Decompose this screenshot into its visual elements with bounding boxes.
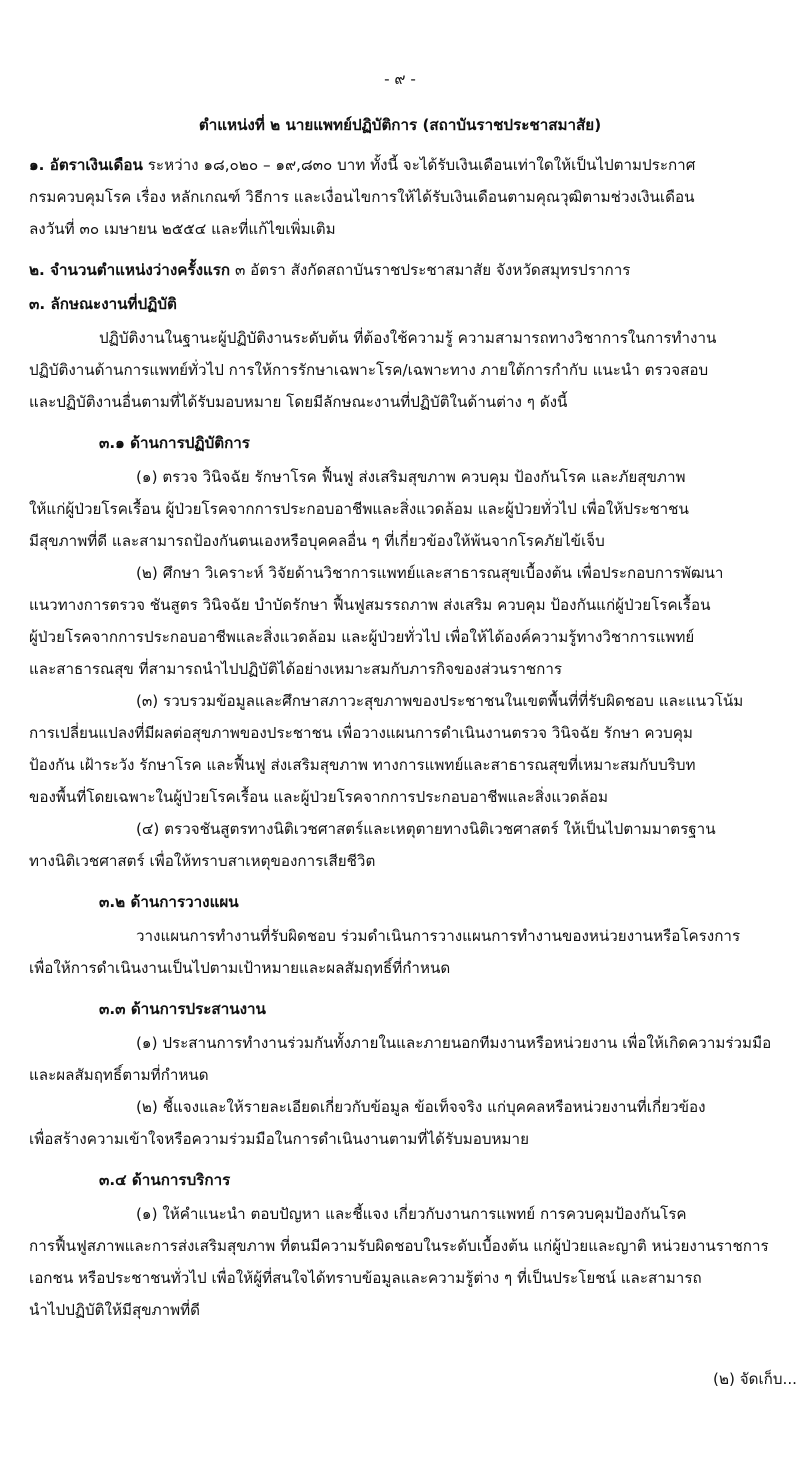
- section-3-3-item-line: และผลสัมฤทธิ์ตามที่กำหนด: [29, 1066, 209, 1084]
- section-3-1-item-line: การเปลี่ยนแปลงที่มีผลต่อสุขภาพของประชาชน เพื่อวางแผนการดำเนินงานตรวจ วินิจฉัย รักษา ควบคุม: [29, 724, 693, 742]
- duties-heading: ๓. ลักษณะงานที่ปฏิบัติ: [29, 295, 177, 313]
- continuation-note: (๒) จัดเก็บ...: [713, 1370, 797, 1388]
- salary-line-3: ลงวันที่ ๓๐ เมษายน ๒๕๕๔ และที่แก้ไขเพิ่มเติม: [29, 220, 336, 238]
- duties-intro-line: ปฏิบัติงานด้านการแพทย์ทั่วไป การให้การรักษาเฉพาะโรค/เฉพาะทาง ภายใต้การกำกับ แนะนำ ตรวจสอบ: [29, 361, 709, 379]
- salary-line-2: กรมควบคุมโรค เรื่อง หลักเกณฑ์ วิธีการ และเงื่อนไขการให้ได้รับเงินเดือนตามคุณวุฒิตามช่วงเงินเดือน: [29, 188, 695, 206]
- section-3-1-item-line: ของพื้นที่โดยเฉพาะในผู้ป่วยโรคเรื้อน และผู้ป่วยโรคจากการประกอบอาชีพและสิ่งแวดล้อม: [29, 788, 609, 806]
- document-title: ตำแหน่งที่ ๒ นายแพทย์ปฏิบัติการ (สถาบันราชประชาสมาสัย): [198, 116, 602, 134]
- section-3-3-heading: ๓.๓ ด้านการประสานงาน: [99, 1000, 266, 1018]
- section-3-2-heading: ๓.๒ ด้านการวางแผน: [99, 893, 239, 911]
- duties-intro-line: ปฏิบัติงานในฐานะผู้ปฏิบัติงานระดับต้น ที่ต้องใช้ความรู้ ความสามารถทางวิชาการในการทำงาน: [99, 329, 717, 347]
- section-3-1-item-line: ผู้ป่วยโรคจากการประกอบอาชีพและสิ่งแวดล้อม และผู้ป่วยทั่วไป เพื่อให้ได้องค์ความรู้ทางวิชาการแพทย์: [29, 628, 695, 646]
- vacancy-line: [29, 263, 797, 278]
- page-number: - ๙ -: [384, 70, 416, 88]
- section-3-4-item-line: นำไปปฏิบัติให้มีสุขภาพที่ดี: [29, 1301, 201, 1319]
- section-3-1-item-line: ทางนิติเวชศาสตร์ เพื่อให้ทราบสาเหตุของการเสียชีวิต: [29, 852, 376, 870]
- duties-intro-line: และปฏิบัติงานอื่นตามที่ได้รับมอบหมาย โดยมีลักษณะงานที่ปฏิบัติในด้านต่าง ๆ ดังนี้: [29, 393, 568, 411]
- section-3-3-item: (๑) ประสานการทำงานร่วมกันทั้งภายในและภายนอกทีมงานหรือหน่วยงาน เพื่อให้เกิดความร่วมมือ: [136, 1034, 772, 1052]
- vacancy-text: ๓ อัตรา สังกัดสถาบันราชประชาสมาสัย จังหวัดสมุทรปราการ: [230, 261, 631, 279]
- section-3-3-item: (๒) ชี้แจงและให้รายละเอียดเกี่ยวกับข้อมูล ข้อเท็จจริง แก่บุคคลหรือหน่วยงานที่เกี่ยวข้อง: [136, 1098, 706, 1116]
- section-3-1-item-line: แนวทางการตรวจ ชันสูตร วินิจฉัย บำบัดรักษา ฟื้นฟูสมรรถภาพ ส่งเสริม ควบคุม ป้องกันแก่ผู้ป่วยโรคเรื้อน: [29, 596, 711, 614]
- section-3-1-item-line: มีสุขภาพที่ดี และสามารถป้องกันตนเองหรือบุคคลอื่น ๆ ที่เกี่ยวข้องให้พ้นจากโรคภัยไข้เจ็บ: [29, 532, 605, 550]
- section-3-3-item-line: เพื่อสร้างความเข้าใจหรือความร่วมมือในการดำเนินงานตามที่ได้รับมอบหมาย: [29, 1130, 529, 1148]
- section-3-1-item-line: ให้แก่ผู้ป่วยโรคเรื้อน ผู้ป่วยโรคจากการประกอบอาชีพและสิ่งแวดล้อม และผู้ป่วยทั่วไป เพื่อให้ประชาชน: [29, 500, 689, 518]
- salary-heading: ๑. อัตราเงินเดือน: [29, 156, 143, 174]
- section-3-1-item: (๔) ตรวจชันสูตรทางนิติเวชศาสตร์และเหตุตายทางนิติเวชศาสตร์ ให้เป็นไปตามมาตรฐาน: [136, 820, 716, 838]
- section-3-4-heading: ๓.๔ ด้านการบริการ: [99, 1171, 231, 1189]
- section-3-1-item: (๑) ตรวจ วินิจฉัย รักษาโรค ฟื้นฟู ส่งเสริมสุขภาพ ควบคุม ป้องกันโรค และภัยสุขภาพ: [136, 468, 686, 486]
- salary-range-text: ระหว่าง ๑๘,๐๒๐ – ๑๙,๘๓๐ บาท ทั้งนี้ จะได้รับเงินเดือนเท่าใดให้เป็นไปตามประกาศ: [142, 156, 696, 174]
- section-3-1-item-line: และสาธารณสุข ที่สามารถนำไปปฏิบัติได้อย่างเหมาะสมกับภารกิจของส่วนราชการ: [29, 660, 563, 678]
- section-3-2-line: วางแผนการทำงานที่รับผิดชอบ ร่วมดำเนินการวางแผนการทำงานของหน่วยงานหรือโครงการ: [136, 927, 741, 945]
- section-3-1-item: (๒) ศึกษา วิเคราะห์ วิจัยด้านวิชาการแพทย์และสาธารณสุขเบื้องต้น เพื่อประกอบการพัฒนา: [136, 564, 724, 582]
- section-3-2-line: เพื่อให้การดำเนินงานเป็นไปตามเป้าหมายและผลสัมฤทธิ์ที่กำหนด: [29, 959, 451, 977]
- section-3-4-item: (๑) ให้คำแนะนำ ตอบปัญหา และชี้แจง เกี่ยวกับงานการแพทย์ การควบคุมป้องกันโรค: [136, 1205, 687, 1223]
- vacancy-heading: ๒. จำนวนตำแหน่งว่างครั้งแรก: [29, 261, 231, 279]
- section-3-1-item-line: ป้องกัน เฝ้าระวัง รักษาโรค และฟื้นฟู ส่งเสริมสุขภาพ ทางการแพทย์และสาธารณสุขที่เหมาะสมกับบริบท: [29, 756, 696, 774]
- section-3-4-item-line: เอกชน หรือประชาชนทั่วไป เพื่อให้ผู้ที่สนใจได้ทราบข้อมูลและความรู้ต่าง ๆ ที่เป็นประโยชน์ และสามารถ: [29, 1269, 702, 1287]
- section-3-1-item: (๓) รวบรวมข้อมูลและศึกษาสภาวะสุขภาพของประชาชนในเขตพื้นที่ที่รับผิดชอบ และแนวโน้ม: [136, 692, 744, 710]
- section-3-4-item-line: การฟื้นฟูสภาพและการส่งเสริมสุขภาพ ที่ตนมีความรับผิดชอบในระดับเบื้องต้น แก่ผู้ป่วยและญาติ หน่วยงานราชการ: [29, 1237, 769, 1255]
- section-3-1-heading: ๓.๑ ด้านการปฏิบัติการ: [99, 434, 250, 452]
- salary-line-1: [29, 158, 797, 173]
